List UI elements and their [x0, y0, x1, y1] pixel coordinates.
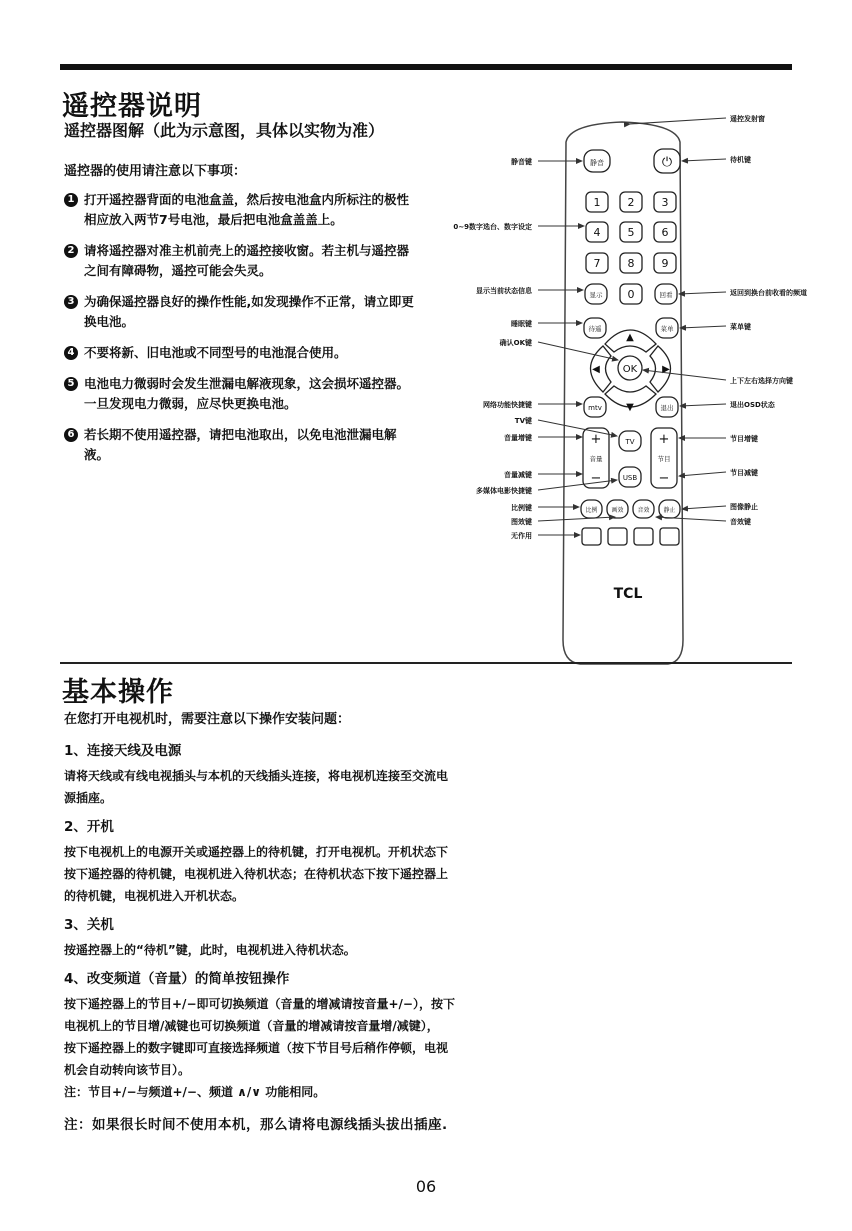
note-number: 2: [64, 244, 78, 258]
label-media: 多媒体电影快捷键: [476, 487, 532, 495]
ops-final-note: 注：如果很长时间不使用本机，那么请将电源线插头拔出插座.: [64, 1117, 448, 1133]
svg-text:4: 4: [593, 226, 601, 239]
recall-key: [655, 284, 677, 304]
digit-key: [654, 253, 676, 273]
svg-text:mtv: mtv: [588, 404, 602, 412]
left-arrow-icon: ◀: [592, 364, 600, 375]
label-voldown: 音量减键: [504, 471, 532, 479]
page-number: 06: [415, 1177, 437, 1196]
ops-line: 请将天线或有线电视插头与本机的天线插头连接，将电视机连接至交流电: [64, 769, 449, 783]
usb-key: [619, 467, 641, 487]
remote-diagram: [440, 110, 852, 670]
label-mute: 静音键: [511, 158, 532, 166]
menu-key: [656, 318, 678, 338]
label-standby: 待机键: [730, 156, 751, 164]
label-menu: 菜单键: [730, 323, 751, 331]
remote-usage-intro: 遥控器的使用请注意以下事项：: [64, 164, 247, 179]
svg-text:静止: 静止: [663, 507, 676, 514]
sleep-key: [584, 318, 606, 338]
note-item: [64, 292, 414, 332]
right-arrow-icon: ▶: [662, 364, 670, 375]
label-volup: 音量增键: [504, 434, 532, 442]
ops-heading: 2、开机: [64, 819, 114, 835]
svg-text:TV: TV: [625, 438, 635, 446]
svg-text:待遥: 待遥: [588, 325, 602, 333]
ops-heading: 1、连接天线及电源: [64, 743, 182, 759]
svg-text:画效: 画效: [611, 507, 624, 514]
ops-lead: 在您打开电视机时，需要注意以下操作安装问题：: [64, 712, 351, 727]
left-callout-labels: [453, 157, 533, 540]
svg-text:0: 0: [627, 288, 635, 301]
ops-line: 按下遥控器上的数字键即可直接选择频道（按下节目号后稍作停顿，电视: [64, 1041, 449, 1055]
vol-minus: −: [590, 471, 602, 486]
remote-diagram-subtitle: 遥控器图解（此为示意图，具体以实物为准）: [64, 121, 385, 140]
note-number: 1: [64, 193, 78, 207]
ops-heading: 3、关机: [64, 917, 114, 933]
svg-text:回看: 回看: [659, 291, 673, 299]
remote-notes-list: [64, 190, 414, 476]
ops-heading: 4、改变频道（音量）的简单按钮操作: [64, 971, 290, 987]
note-text: 请将遥控器对准主机前壳上的遥控接收窗。若主机与遥控器之间有障碍物，遥控可能会失灵。: [84, 243, 410, 278]
blank-key: [660, 528, 679, 545]
svg-text:比例: 比例: [585, 507, 598, 514]
up-arrow-icon: ▲: [626, 332, 634, 343]
svg-text:6: 6: [661, 226, 669, 239]
svg-text:5: 5: [627, 226, 635, 239]
note-item: [64, 241, 414, 281]
digit-keys: [586, 192, 676, 273]
digit-key: [620, 253, 642, 273]
sound-mode-key: [633, 500, 654, 518]
label-none: 无作用: [511, 532, 532, 540]
power-key: [654, 149, 680, 173]
note-text: 打开遥控器背面的电池盒盖，然后按电池盒内所标注的极性相应放入两节7号电池，最后把电池盒盖盖上。: [84, 192, 410, 227]
svg-text:9: 9: [661, 257, 669, 270]
svg-text:音效: 音效: [637, 507, 650, 514]
ops-line: 按遥控器上的“待机”键，此时，电视机进入待机状态。: [64, 943, 356, 957]
label-digits: 0~9数字选台、数字设定: [453, 223, 532, 231]
label-sound: 音效键: [730, 518, 751, 526]
note-number: 3: [64, 295, 78, 309]
note-item: [64, 190, 414, 230]
ops-line: 注：节目+/−与频道+/−、频道 ∧/∨ 功能相同。: [64, 1085, 326, 1099]
mtv-key: [584, 397, 606, 417]
label-emitter: 遥控发射窗: [730, 115, 765, 123]
label-freeze: 图像静止: [730, 503, 758, 511]
ratio-key: [581, 500, 602, 518]
blank-key: [582, 528, 601, 545]
section-title-basic-ops: 基本操作: [62, 677, 174, 708]
blank-key: [608, 528, 627, 545]
label-sleep: 睡眠键: [511, 320, 532, 328]
ops-line: 源插座。: [64, 791, 113, 805]
ok-key-label: OK: [622, 364, 638, 375]
top-rule: [60, 64, 792, 70]
blank-key: [634, 528, 653, 545]
label-chup: 节目增键: [730, 435, 758, 443]
basic-ops-content: [64, 708, 534, 1133]
down-arrow-icon: ▼: [626, 402, 634, 413]
power-icon: ⏻: [661, 155, 673, 170]
label-net: 网络功能快捷键: [483, 401, 532, 409]
ch-minus: −: [658, 471, 670, 486]
picture-mode-key: [607, 500, 628, 518]
note-number: 6: [64, 428, 78, 442]
ops-line: 的待机键，电视机进入开机状态。: [64, 889, 245, 903]
label-picture: 图效键: [511, 518, 532, 526]
note-item: [64, 343, 414, 363]
ops-line: 按下遥控器上的节目+/−即可切换频道（音量的增减请按音量+/−），按下: [64, 997, 455, 1011]
brand-logo: TCL: [613, 586, 643, 602]
svg-text:8: 8: [627, 257, 635, 270]
note-text: 为确保遥控器良好的操作性能,如发现操作不正常，请立即更换电池。: [84, 294, 414, 329]
note-text: 电池电力微弱时会发生泄漏电解液现象，这会损坏遥控器。一旦发现电力微弱，应尽快更换电池。: [84, 376, 410, 411]
tv-key: [619, 431, 641, 451]
label-chdown: 节目减键: [730, 469, 758, 477]
note-item: [64, 374, 414, 414]
note-item: [64, 425, 414, 465]
ch-plus: +: [658, 432, 670, 447]
note-text: 不要将新、旧电池或不同型号的电池混合使用。: [84, 345, 347, 360]
label-ratio: 比例键: [511, 504, 532, 512]
ops-line: 机会自动转向该节目）。: [64, 1063, 191, 1077]
note-text: 若长期不使用遥控器，请把电池取出，以免电池泄漏电解液。: [84, 427, 397, 462]
exit-key: [656, 397, 678, 417]
label-display: 显示当前状态信息: [476, 287, 532, 295]
label-tv: TV键: [514, 417, 532, 425]
freeze-key: [659, 500, 680, 518]
note-number: 4: [64, 346, 78, 360]
ops-line: 电视机上的节目增/减键也可切换频道（音量的增减请按音量增/减键），: [64, 1019, 439, 1033]
vol-label: 音量: [589, 455, 603, 463]
svg-text:2: 2: [627, 196, 635, 209]
note-number: 5: [64, 377, 78, 391]
section-divider: [60, 662, 792, 664]
digit-key: [586, 253, 608, 273]
zero-key: [620, 284, 642, 304]
ops-line: 按下遥控器的待机键，电视机进入待机状态；在待机状态下按下遥控器上: [64, 867, 449, 881]
volume-rocker: [583, 428, 609, 488]
svg-text:1: 1: [593, 196, 601, 209]
svg-text:菜单: 菜单: [660, 325, 674, 333]
digit-key: [620, 192, 642, 212]
svg-text:7: 7: [593, 257, 601, 270]
digit-key: [586, 192, 608, 212]
svg-text:退出: 退出: [660, 404, 674, 412]
emitter-arrow: [630, 118, 726, 124]
mute-key-label: 静音: [590, 159, 604, 167]
digit-key: [654, 222, 676, 242]
ops-line: 按下电视机上的电源开关或遥控器上的待机键，打开电视机。开机状态下: [64, 845, 449, 859]
display-key: [585, 284, 607, 304]
label-exit: 退出OSD状态: [730, 401, 775, 409]
svg-text:USB: USB: [622, 474, 638, 482]
label-recall: 返回到换台前收看的频道: [730, 289, 807, 297]
mute-key: [584, 150, 610, 172]
digit-key: [586, 222, 608, 242]
svg-text:显示: 显示: [589, 291, 603, 299]
label-ok: 确认OK键: [499, 339, 532, 347]
right-callout-labels: [730, 114, 807, 526]
section-title-remote: 遥控器说明: [62, 91, 202, 122]
digit-key: [620, 222, 642, 242]
digit-key: [654, 192, 676, 212]
vol-plus: +: [590, 432, 602, 447]
label-dir: 上下左右选择方向键: [730, 377, 793, 385]
channel-rocker: [651, 428, 677, 488]
svg-text:3: 3: [661, 196, 669, 209]
ch-label: 节目: [657, 455, 671, 463]
